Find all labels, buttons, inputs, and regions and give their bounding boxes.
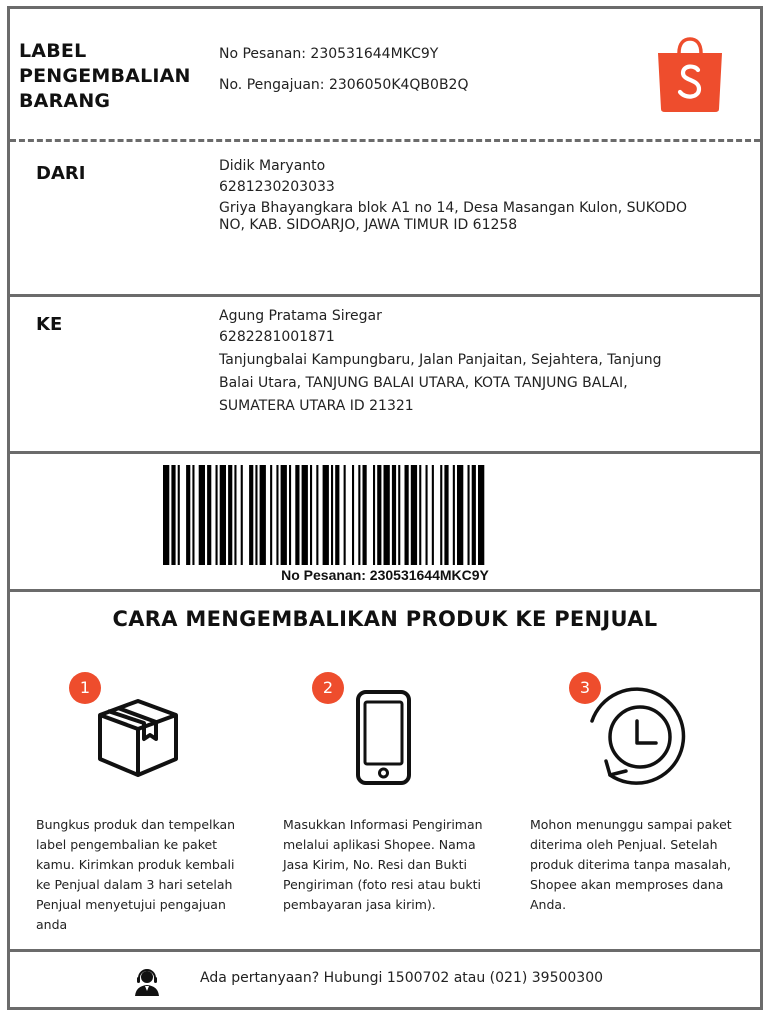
barcode-bar (255, 465, 257, 565)
clock-history-icon (582, 685, 692, 789)
divider (10, 589, 760, 592)
label-title (19, 39, 209, 114)
barcode-bar (468, 465, 470, 565)
recipient-address-line: SUMATERA UTARA ID 21321 (219, 398, 414, 414)
to-address-block (219, 306, 739, 418)
return-label (7, 6, 763, 1010)
instructions-title: CARA MENGEMBALIKAN PRODUK KE PENJUAL (112, 607, 658, 631)
package-box-icon (96, 695, 180, 779)
from-label: DARI (36, 163, 86, 184)
barcode-bar (405, 465, 409, 565)
sender-name: Didik Maryanto (219, 158, 326, 174)
divider (10, 294, 760, 297)
barcode-caption: No Pesanan: 230531644MKC9Y (281, 567, 489, 583)
recipient-name: Agung Pratama Siregar (219, 308, 382, 324)
barcode-bar (289, 465, 291, 565)
barcode-bar (472, 465, 476, 565)
barcode-bar (426, 465, 428, 565)
barcode-bar (478, 465, 484, 565)
divider (10, 949, 760, 952)
barcode-bar (335, 465, 339, 565)
help-contact-text: Ada pertanyaan? Hubungi 1500702 atau (021) 39500300 (200, 970, 604, 986)
barcode-bar (453, 465, 455, 565)
barcode-bar (392, 465, 396, 565)
barcode-bar (398, 465, 400, 565)
barcode-bar (192, 465, 194, 565)
recipient-address-line: Tanjungbalai Kampungbaru, Jalan Panjaitan, Sejahtera, Tanjung (219, 352, 662, 368)
barcode-bar (323, 465, 329, 565)
request-number: No. Pengajuan: 2306050K4QB0B2Q (219, 77, 469, 93)
barcode-bar (457, 465, 463, 565)
barcode-bar (163, 465, 169, 565)
barcode-bar (186, 465, 190, 565)
barcode-bar (281, 465, 287, 565)
barcode-bar (171, 465, 175, 565)
barcode-bar (276, 465, 278, 565)
step-number-badge: 1 (69, 672, 101, 704)
shopee-bag-icon (655, 37, 725, 113)
barcode-bar (228, 465, 232, 565)
barcode-bar (302, 465, 308, 565)
from-address-block (219, 156, 739, 234)
barcode-bar (316, 465, 318, 565)
barcode-image (155, 465, 615, 565)
divider (10, 451, 760, 454)
barcode-bar (234, 465, 236, 565)
sender-phone: 6281230203033 (219, 179, 335, 195)
label-title-line: PENGEMBALIAN (19, 65, 191, 87)
step-description: Bungkus produk dan tempelkan label pengembalian ke paket kamu. Kirimkan produk kembali ke Penjual dalam 3 hari setelah Penjual menyetujui pengajuan anda (36, 817, 236, 932)
barcode-bar (440, 465, 442, 565)
barcode-bar (220, 465, 226, 565)
cut-line (10, 139, 760, 142)
barcode-bar (270, 465, 272, 565)
sender-address-line: NO, KAB. SIDOARJO, JAWA TIMUR ID 61258 (219, 217, 518, 233)
step-description: Mohon menunggu sampai paket diterima oleh Penjual. Setelah produk diterima tanpa masalah, Shopee akan memproses dana Anda. (530, 817, 732, 912)
barcode-bar (419, 465, 421, 565)
barcode-bar (411, 465, 417, 565)
barcode-bar (358, 465, 360, 565)
step-number-badge: 3 (569, 672, 601, 704)
barcode-bar (310, 465, 312, 565)
barcode-bar (207, 465, 211, 565)
order-number: No Pesanan: 230531644MKC9Y (219, 46, 439, 62)
barcode-bar (352, 465, 354, 565)
barcode-bar (260, 465, 266, 565)
barcode-bar (199, 465, 205, 565)
barcode-bar (178, 465, 180, 565)
barcode-bar (295, 465, 299, 565)
barcode-bar (331, 465, 333, 565)
to-label: KE (36, 314, 63, 335)
recipient-phone: 6282281001871 (219, 329, 335, 345)
customer-service-icon (132, 967, 162, 997)
barcode-bar (444, 465, 448, 565)
label-title-line: BARANG (19, 90, 111, 112)
barcode-bar (249, 465, 253, 565)
barcode-bar (344, 465, 346, 565)
barcode-bar (373, 465, 375, 565)
barcode-bar (241, 465, 243, 565)
label-title-line: LABEL (19, 40, 87, 62)
barcode-bar (432, 465, 434, 565)
barcode-bar (377, 465, 381, 565)
step-number-badge: 2 (312, 672, 344, 704)
step-description: Masukkan Informasi Pengiriman melalui aplikasi Shopee. Nama Jasa Kirim, No. Resi dan Bukti Pengiriman (foto resi atau bukti pembayaran jasa kirim). (283, 817, 483, 912)
barcode-bar (216, 465, 218, 565)
sender-address-line: Griya Bhayangkara blok A1 no 14, Desa Masangan Kulon, SUKODO (219, 200, 688, 216)
smartphone-icon (354, 689, 414, 787)
barcode-bar (363, 465, 367, 565)
recipient-address-line: Balai Utara, TANJUNG BALAI UTARA, KOTA TANJUNG BALAI, (219, 375, 628, 391)
barcode-bar (384, 465, 390, 565)
